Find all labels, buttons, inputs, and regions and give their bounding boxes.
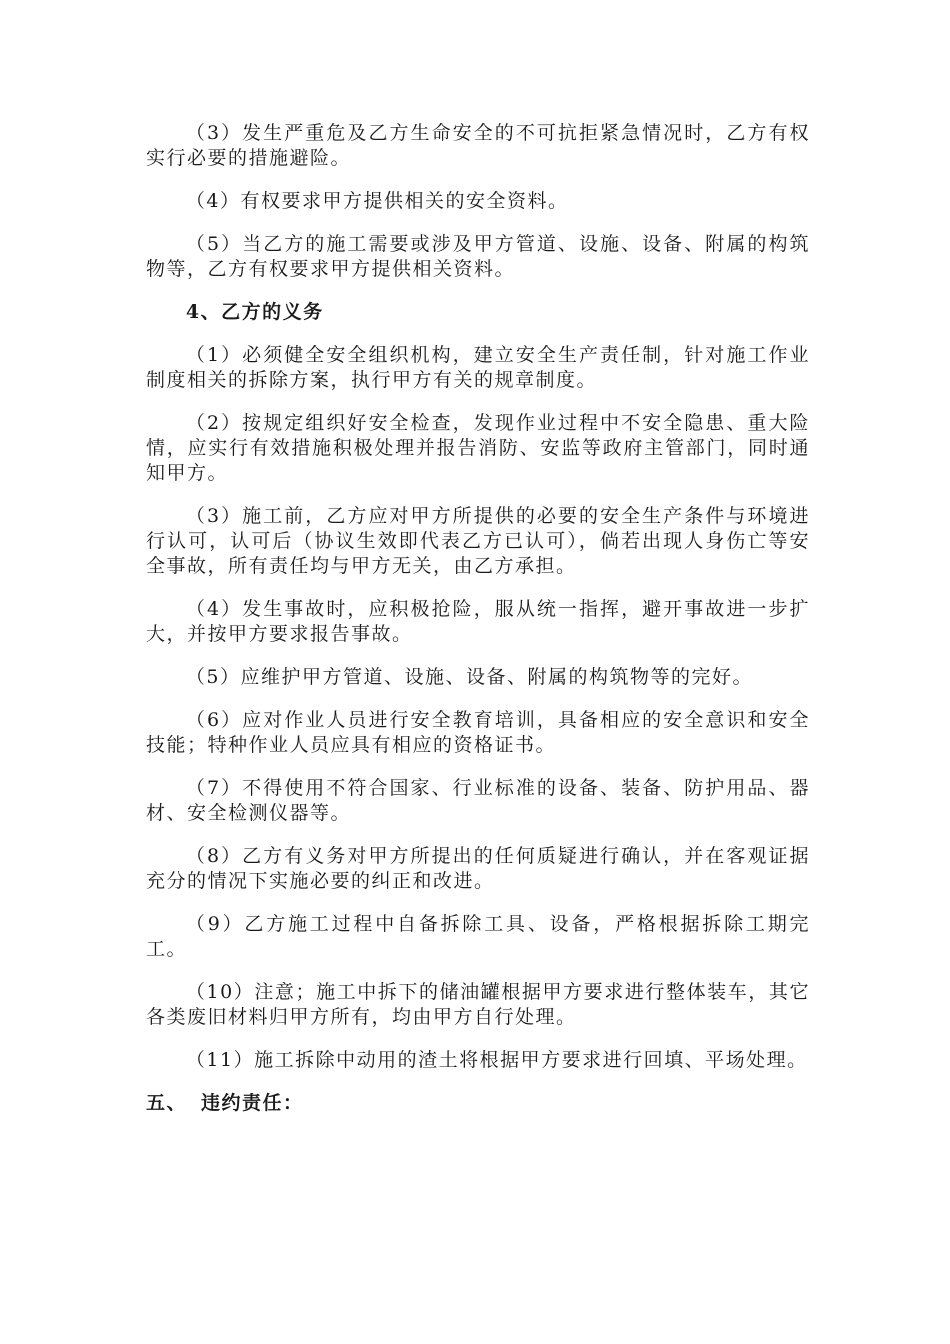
paragraph-obligation-7: （7）不得使用不符合国家、行业标准的设备、装备、防护用品、器材、安全检测仪器等。 <box>146 777 810 824</box>
paragraph-obligation-9: （9）乙方施工过程中自备拆除工具、设备，严格根据拆除工期完工。 <box>146 913 810 960</box>
section-heading-party-b-obligations: 4、乙方的义务 <box>185 301 324 323</box>
paragraph-right-4: （4）有权要求甲方提供相关的安全资料。 <box>185 190 569 212</box>
paragraph-obligation-11: （11）施工拆除中动用的渣土将根据甲方要求进行回填、平场处理。 <box>185 1049 808 1071</box>
paragraph-right-3: （3）发生严重危及乙方生命安全的不可抗拒紧急情况时，乙方有权实行必要的措施避险。 <box>146 122 810 169</box>
paragraph-obligation-5: （5）应维护甲方管道、设施、设备、附属的构筑物等的完好。 <box>185 666 753 688</box>
paragraph-obligation-4: （4）发生事故时，应积极抢险，服从统一指挥，避开事故进一步扩大，并按甲方要求报告事故。 <box>146 598 810 645</box>
paragraph-right-5: （5）当乙方的施工需要或涉及甲方管道、设施、设备、附属的构筑物等，乙方有权要求甲方提供相关资料。 <box>146 233 810 280</box>
paragraph-obligation-3: （3）施工前，乙方应对甲方所提供的必要的安全生产条件与环境进行认可，认可后（协议生效即代表乙方已认可），倘若出现人身伤亡等安全事故，所有责任均与甲方无关，由乙方承担。 <box>146 505 810 577</box>
paragraph-obligation-1: （1）必须健全安全组织机构，建立安全生产责任制，针对施工作业制度相关的拆除方案，执行甲方有关的规章制度。 <box>146 344 810 391</box>
chapter-number: 五、 <box>146 1092 188 1114</box>
chapter-title: 违约责任： <box>201 1092 304 1114</box>
paragraph-obligation-10: （10）注意；施工中拆下的储油罐根据甲方要求进行整体装车，其它各类废旧材料归甲方所有，均由甲方自行处理。 <box>146 981 810 1028</box>
document-body <box>146 121 810 1116</box>
paragraph-obligation-2: （2）按规定组织好安全检查，发现作业过程中不安全隐患、重大险情，应实行有效措施积极处理并报告消防、安监等政府主管部门，同时通知甲方。 <box>146 412 810 484</box>
paragraph-obligation-6: （6）应对作业人员进行安全教育培训，具备相应的安全意识和安全技能；特种作业人员应具有相应的资格证书。 <box>146 709 810 756</box>
chapter-heading-breach-liability <box>146 1091 810 1116</box>
paragraph-obligation-8: （8）乙方有义务对甲方所提出的任何质疑进行确认，并在客观证据充分的情况下实施必要的纠正和改进。 <box>146 845 810 892</box>
